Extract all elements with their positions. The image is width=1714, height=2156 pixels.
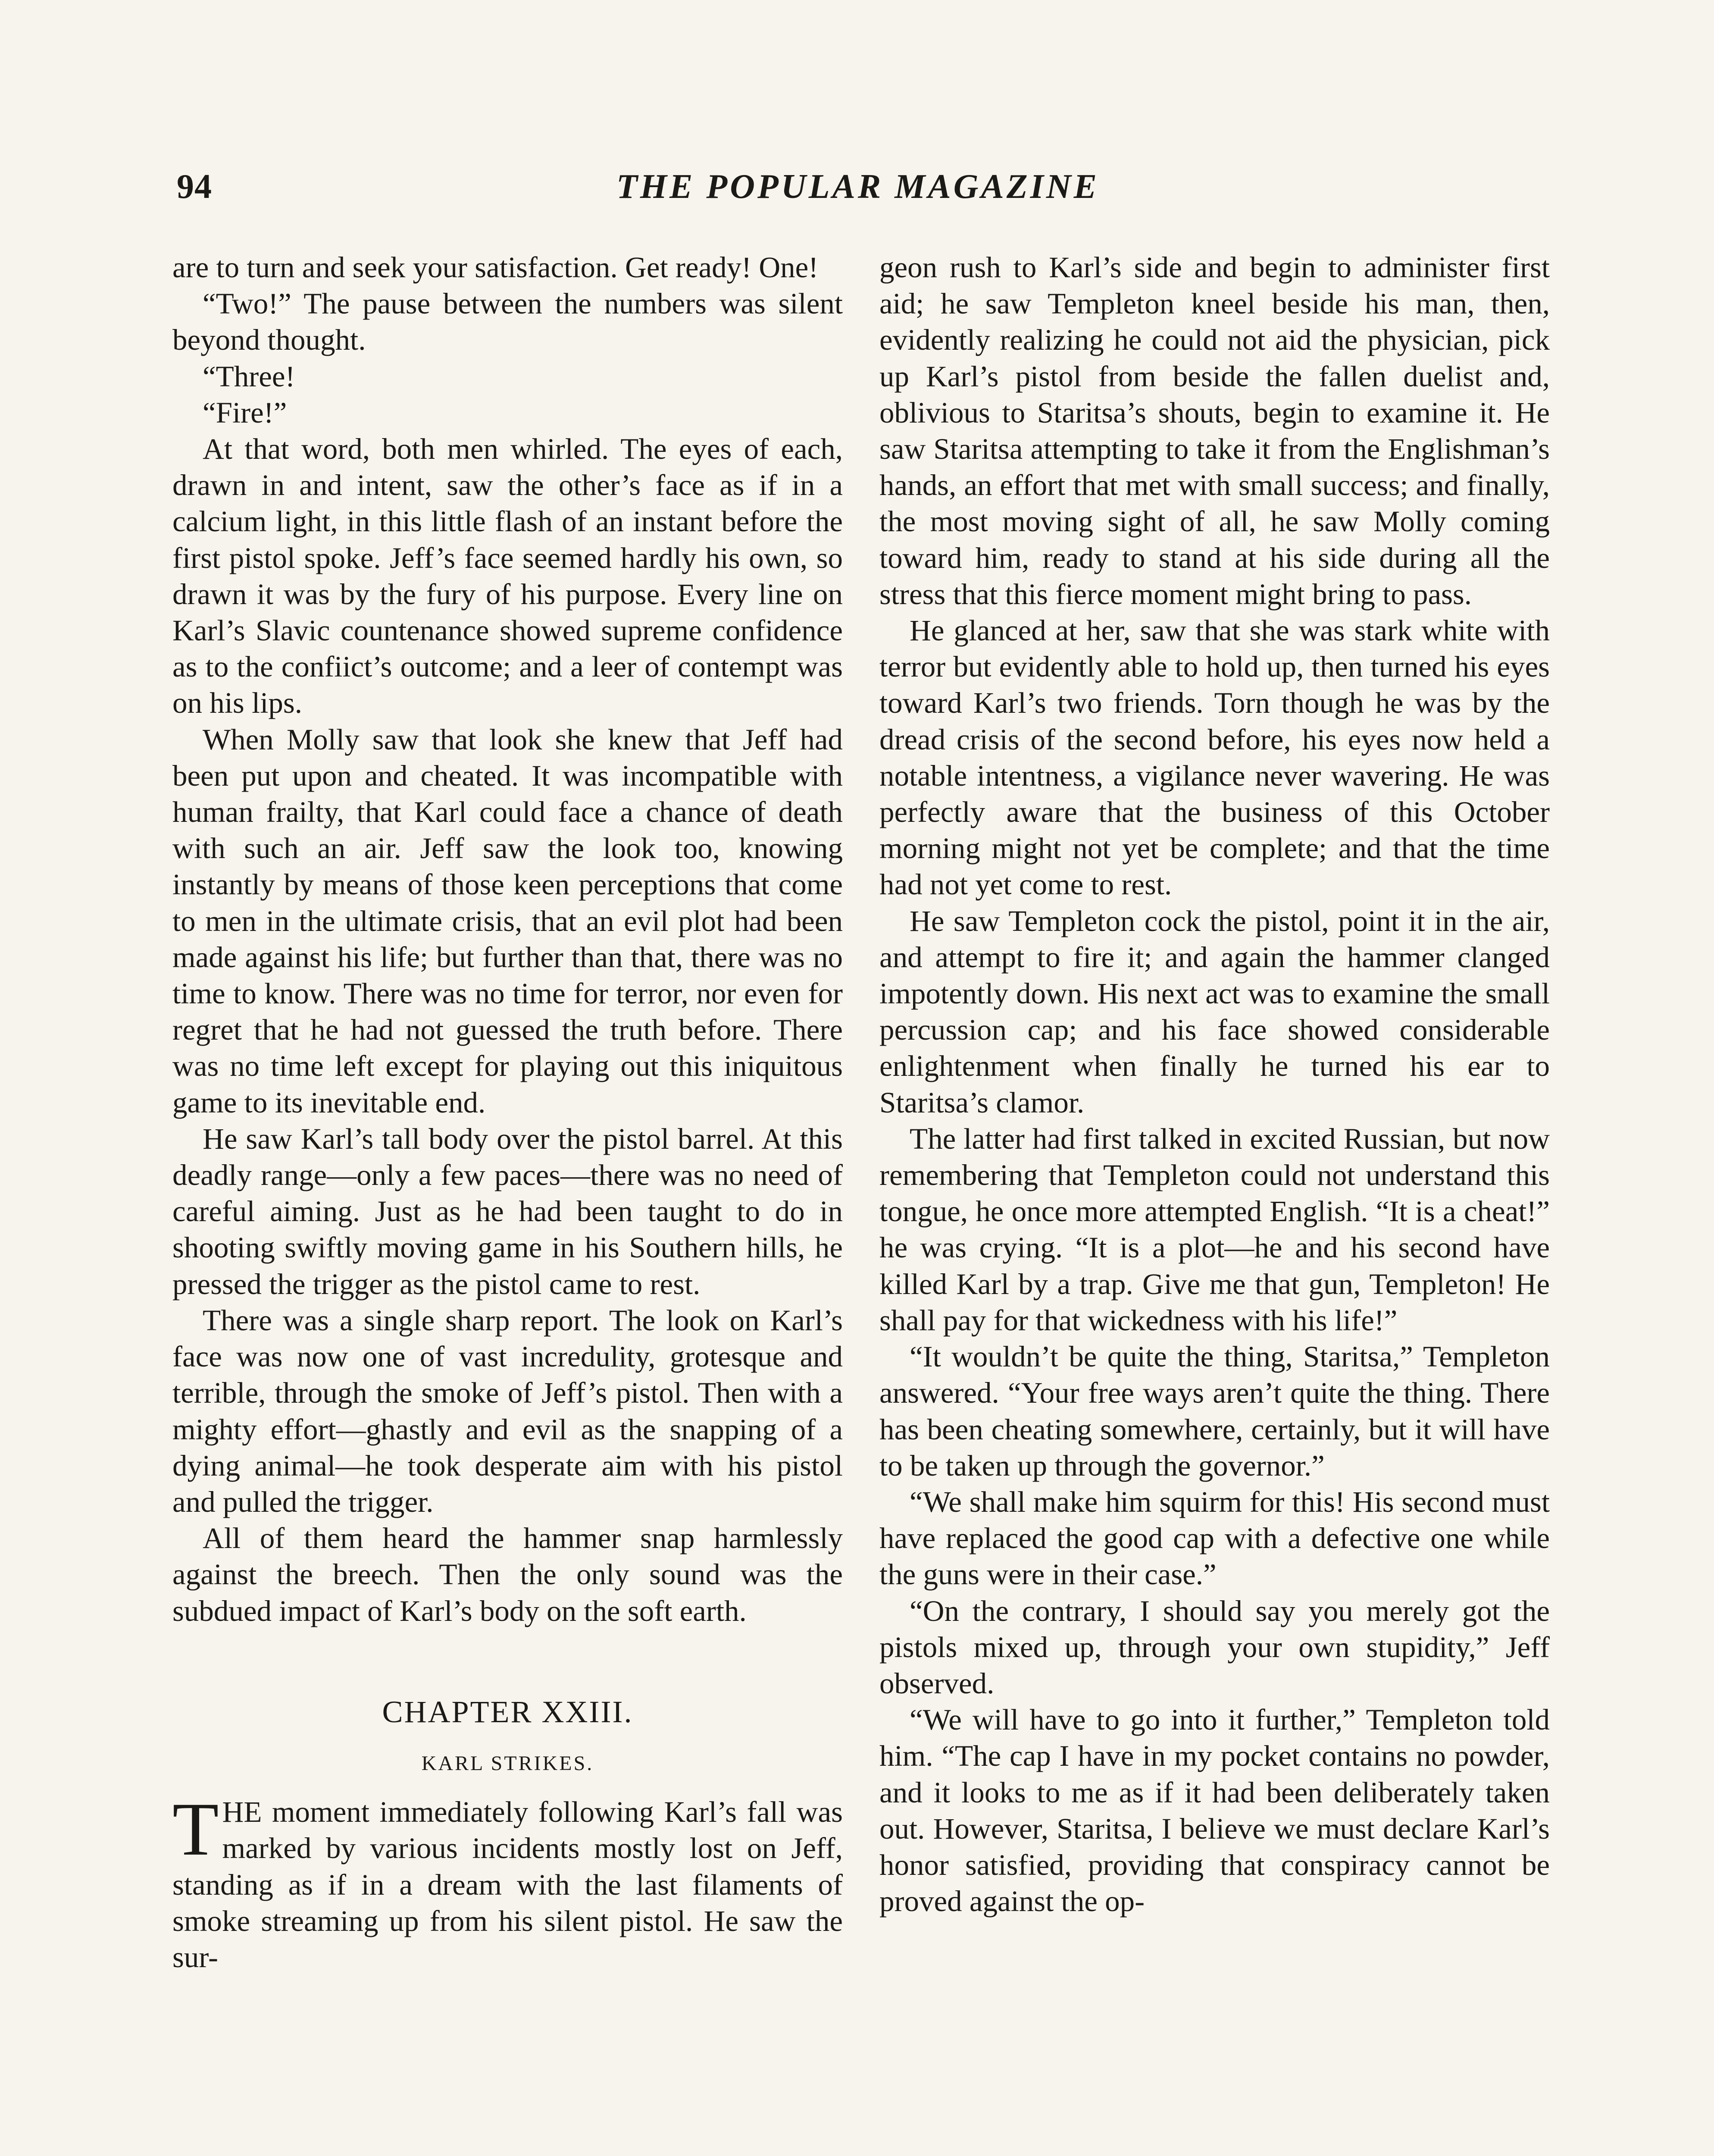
paragraph: All of them heard the hammer snap harmlessly against the breech. Then the only sound was the subdued impact of Karl’s body on the soft earth. (172, 1522, 843, 1627)
chapter-subtitle: KARL STRIKES. (421, 1752, 594, 1775)
chapter-opening-text: HE moment immediately following Karl’s fall was marked by various incidents mostly lost on Jeff, standing as if in a dream with the last filaments of smoke streaming up from his silent pistol. He saw the sur- (172, 1796, 843, 1974)
paragraph: He glanced at her, saw that she was stark white with terror but evidently able to hold up, then turned his eyes toward Karl’s two friends. Torn though he was by the dread crisis of the second before, his eyes now held a notable intentness, a vigilance never wavering. He was perfectly aware that the business of this October morning might not yet be complete; and that the time had not yet come to rest. (879, 614, 1550, 901)
paragraph: At that word, both men whirled. The eyes of each, drawn in and intent, saw the other’s face as if in a calcium light, in this little flash of an instant before the first pistol spoke. Jeff’s face seemed hardly his own, so drawn it was by the fury of his purpose. Every line on Karl’s Slavic countenance showed supreme confidence as to the confiict’s outcome; and a leer of contempt was on his lips. (172, 432, 843, 720)
paragraph: He saw Karl’s tall body over the pistol barrel. At this deadly range—only a few paces—there was no need of careful aiming. Just as he had been taught to do in shooting swiftly moving game in his Southern hills, he pressed the trigger as the pistol came to rest. (172, 1122, 843, 1300)
paragraph: The latter had first talked in excited Russian, but now remembering that Templeton could not understand this tongue, he once more attempted English. “It is a cheat!” he was crying. “It is a plot—he and his second have killed Karl by a trap. Give me that gun, Templeton! He shall pay for that wickedness with his life!” (879, 1122, 1550, 1337)
drop-cap: T (172, 1787, 219, 1872)
running-head: THE POPULAR MAGAZINE (616, 168, 1100, 206)
right-column (879, 249, 1550, 1919)
paragraph: “We shall make him squirm for this! His second must have replaced the good cap with a defective one while the guns were in their case.” (879, 1485, 1550, 1591)
paragraph: There was a single sharp report. The look on Karl’s face was now one of vast incredulity, grotesque and terrible, through the smoke of Jeff’s pistol. Then with a mighty effort—ghastly and evil as the snapping of a dying animal—he took desperate aim with his pistol and pulled the trigger. (172, 1304, 843, 1518)
paragraph: are to turn and seek your satisfaction. Get ready! One! (172, 251, 819, 284)
paragraph: “On the contrary, I should say you merely got the pistols mixed up, through your own stupidity,” Jeff observed. (879, 1594, 1550, 1700)
paragraph: “We will have to go into it further,” Templeton told him. “The cap I have in my pocket contains no powder, and it looks to me as if it had been deliberately taken out. However, Staritsa, I believe we must declare Karl’s honor satisfied, providing that conspiracy cannot be proved against the op- (879, 1703, 1550, 1918)
page-number: 94 (177, 168, 212, 206)
paragraph: “Two!” The pause between the numbers was silent beyond thought. (172, 287, 843, 357)
paragraph: “It wouldn’t be quite the thing, Staritsa,” Templeton answered. “Your free ways aren’t quite the thing. There has been cheating somewhere, certainly, but it will have to be taken up through the governor.” (879, 1340, 1550, 1482)
paragraph: “Fire!” (203, 396, 287, 429)
paragraph: When Molly saw that look she knew that Jeff had been put upon and cheated. It was incompatible with human frailty, that Karl could face a chance of death with such an air. Jeff saw the look too, knowing instantly by means of those keen perceptions that come to men in the ultimate crisis, that an evil plot had been made against his life; but further than that, there was no time to know. There was no time for terror, nor even for regret that he had not guessed the truth before. There was no time left except for playing out this iniquitous game to its inevitable end. (172, 723, 843, 1119)
left-column (172, 249, 843, 1975)
paragraph: He saw Templeton cock the pistol, point it in the air, and attempt to fire it; and again the hammer clanged impotently down. His next act was to examine the small percussion cap; and his face showed considerable enlightenment when finally he turned his ear to Staritsa’s clamor. (879, 904, 1550, 1119)
paragraph: geon rush to Karl’s side and begin to administer first aid; he saw Templeton kneel beside his man, then, evidently realizing he could not aid the physician, pick up Karl’s pistol from beside the fallen duelist and, oblivious to Staritsa’s shouts, begin to examine it. He saw Staritsa attempting to take it from the Englishman’s hands, an effort that met with small success; and finally, the most moving sight of all, he saw Molly coming toward him, ready to stand at his side during all the stress that this fierce moment might bring to pass. (879, 251, 1550, 611)
paragraph: “Three! (203, 360, 295, 393)
chapter-title: CHAPTER XXIII. (382, 1694, 633, 1729)
chapter-opening-paragraph (172, 1787, 843, 1975)
